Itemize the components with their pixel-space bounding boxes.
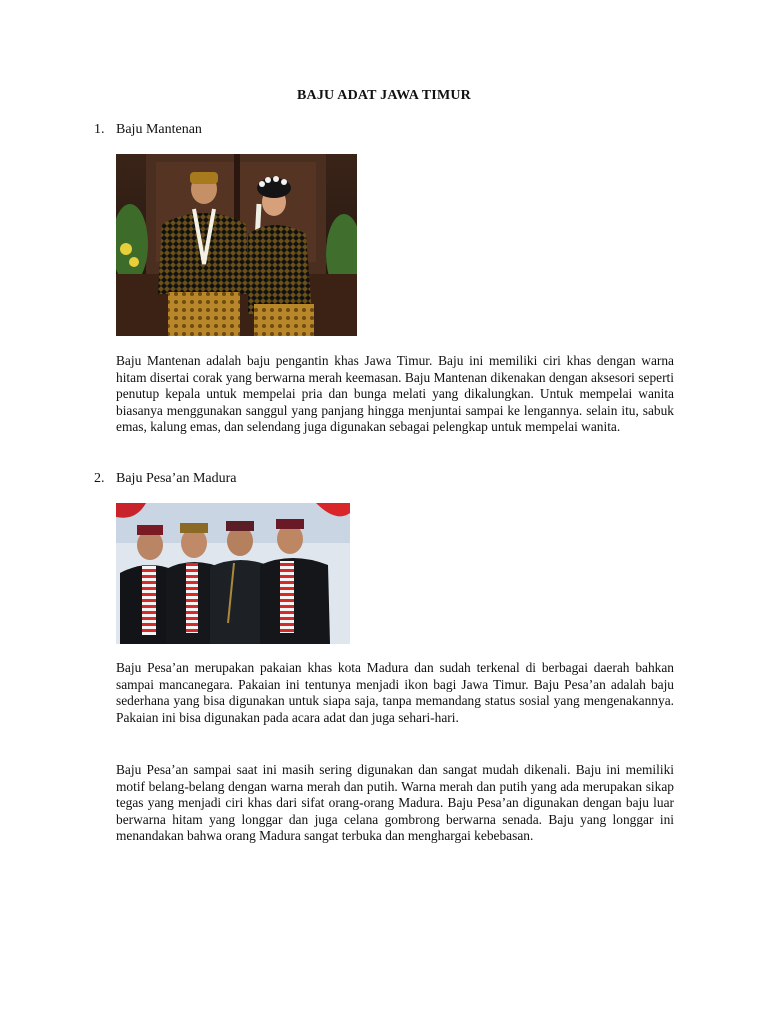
paragraph-pesaan-2: Baju Pesa’an sampai saat ini masih sering digunakan dan sangat mudah dikenali. Baju ini memiliki motif belang-belang dengan warna merah dan putih. Warna merah dan putih yang ada merupakan sikap tegas yang menjadi ciri khas dari sifat orang-orang Madura. Baju Pesa’an digunakan dengan baju luar berwarna hitam yang longgar dan juga celana gombrong berwarna senada. Baju yang longgar ini menandakan bahwa orang Madura sangat terbuka dan menghargai kebebasan. <box>116 762 674 844</box>
section-heading-mantenan <box>94 122 202 138</box>
section-number: 1. <box>94 122 105 137</box>
section-title: Baju Mantenan <box>116 122 202 137</box>
paragraph-mantenan: Baju Mantenan adalah baju pengantin khas Jawa Timur. Baju ini memiliki ciri khas dengan warna hitam disertai corak yang berwarna merah keemasan. Baju Mantenan dikenakan dengan aksesori seperti penutup kepala untuk mempelai pria dan bunga melati yang dikalungkan. Untuk mempelai wanita biasanya menggunakan sanggul yang panjang hingga menjuntai sampai ke lengannya. selain itu, sabuk emas, kalung emas, dan selendang juga digunakan sebagai pelengkap untuk mempelai wanita. <box>116 353 674 435</box>
document-title: BAJU ADAT JAWA TIMUR <box>297 88 471 103</box>
paragraph-pesaan-1: Baju Pesa’an merupakan pakaian khas kota Madura dan sudah terkenal di berbagai daerah bahkan sampai mancanegara. Pakaian ini tentunya menjadi ikon bagi Jawa Timur. Baju Pesa’an adalah baju sederhana yang bisa digunakan untuk siapa saja, tanpa memandang status sosial yang mengenakannya. Pakaian ini bisa digunakan pada acara adat dan juga sehari-hari. <box>116 660 674 725</box>
section-number: 2. <box>94 471 105 486</box>
madura-men-photo <box>116 503 350 644</box>
section-title: Baju Pesa’an Madura <box>116 471 237 486</box>
section-heading-pesaan <box>94 471 237 487</box>
wedding-couple-photo <box>116 154 357 336</box>
